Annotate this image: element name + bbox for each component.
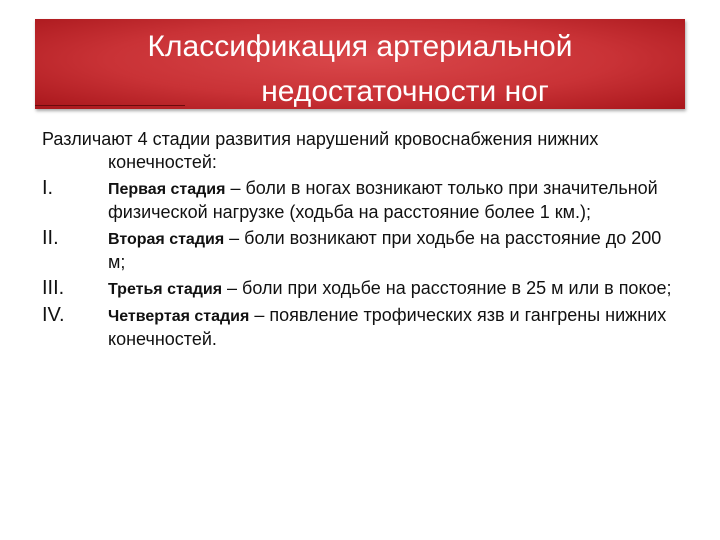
slide-title-line-2: недостаточности ног — [261, 75, 549, 108]
intro-paragraph: Различают 4 стадии развития нарушений кровоснабжения нижних конечностей: — [42, 129, 599, 172]
stage-item-3 — [42, 277, 682, 301]
stage-numeral: I. — [42, 177, 54, 199]
stage-item-1 — [42, 177, 682, 224]
stage-name: Четвертая стадия — [108, 308, 250, 325]
stage-description: – появление трофических язв и гангрены нижних конечностей. — [108, 305, 667, 349]
stage-numeral: II. — [42, 227, 59, 249]
stage-numeral: III. — [42, 277, 65, 299]
title-underline-rule — [35, 105, 185, 106]
stage-name: Третья стадия — [108, 281, 223, 298]
slide-title-line-1: Классификация артериальной — [147, 30, 573, 63]
stage-numeral: IV. — [42, 304, 65, 326]
stage-item-4 — [42, 304, 682, 351]
stage-name: Первая стадия — [108, 181, 226, 198]
slide-title-bar — [35, 19, 685, 109]
stage-description: – боли возникают при ходьбе на расстояние до 200 м; — [108, 228, 662, 272]
stage-item-2 — [42, 227, 682, 274]
stage-description: – боли при ходьбе на расстояние в 25 м или в покое; — [222, 278, 672, 298]
stage-name: Вторая стадия — [108, 231, 225, 248]
stage-description: – боли в ногах возникают только при значительной физической нагрузке (ходьба на расстояние более 1 км.); — [108, 178, 658, 222]
slide-body — [42, 128, 682, 354]
